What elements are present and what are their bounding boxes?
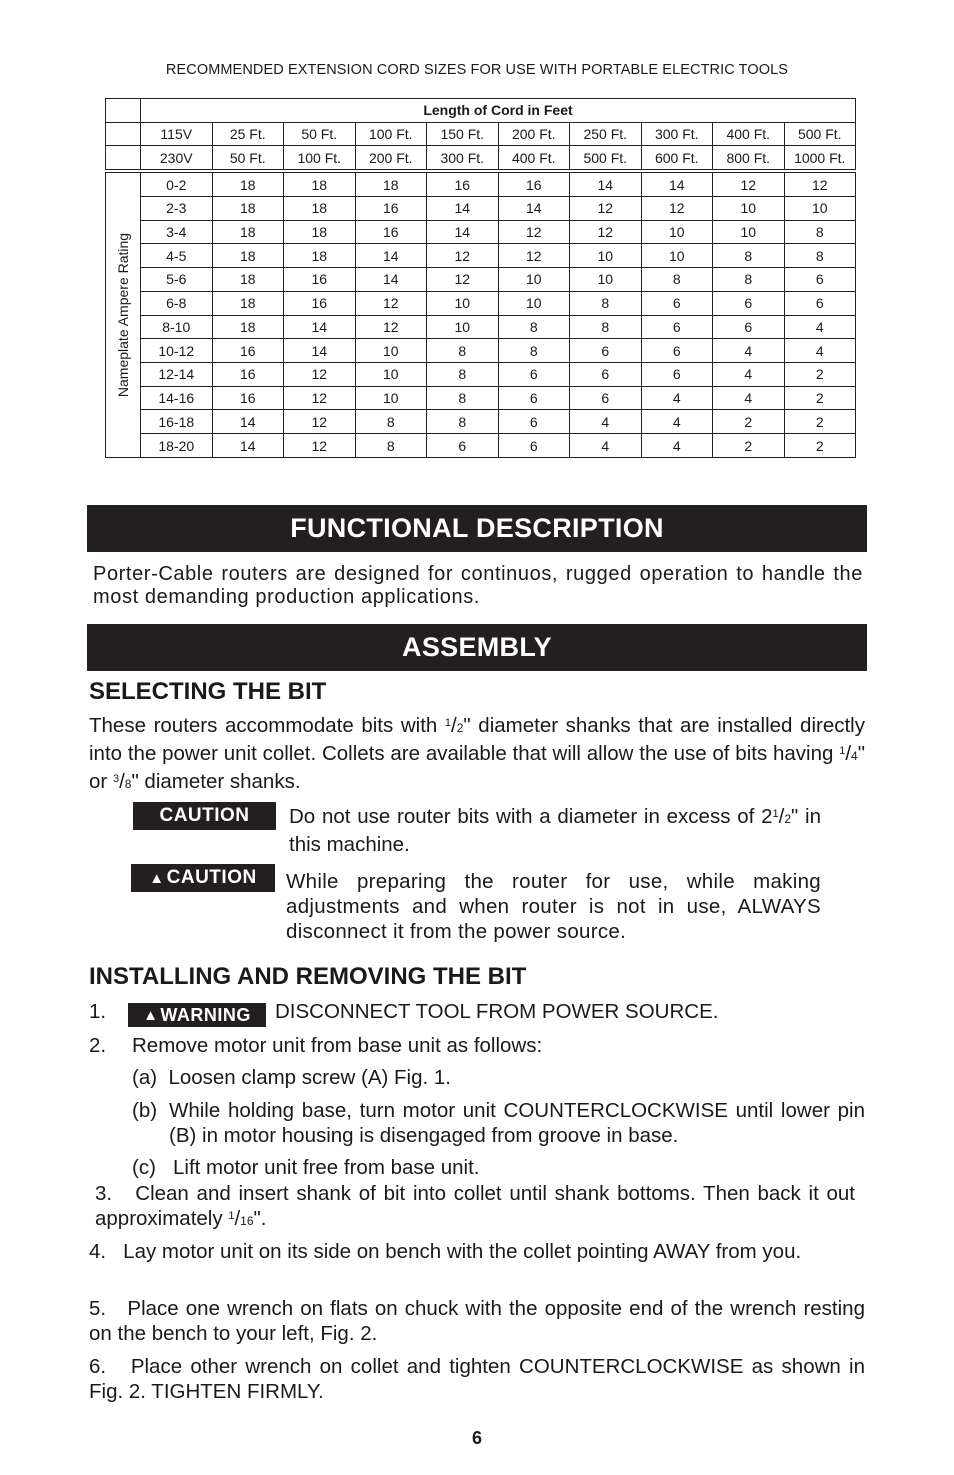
gauge-cell: 6 <box>641 291 713 315</box>
step-2-number: 2. <box>89 1034 107 1057</box>
voltage-cell: 300 Ft. <box>641 122 713 146</box>
gauge-cell: 14 <box>284 339 356 363</box>
ampere-range-cell: 8-10 <box>141 315 213 339</box>
gauge-cell: 12 <box>641 196 713 220</box>
functional-description-heading: FUNCTIONAL DESCRIPTION <box>87 505 867 552</box>
voltage-row-v115 <box>106 122 856 146</box>
gauge-cell: 12 <box>498 244 570 268</box>
gauge-cell: 4 <box>784 339 856 363</box>
gauge-cell: 6 <box>713 315 785 339</box>
gauge-cell: 18 <box>355 173 427 197</box>
step-2b-label: (b) <box>132 1099 158 1122</box>
step-2a-text: (a) Loosen clamp screw (A) Fig. 1. <box>132 1066 451 1089</box>
warning-triangle-icon: ▲ <box>149 869 165 887</box>
gauge-cell: 16 <box>284 291 356 315</box>
gauge-cell: 10 <box>355 339 427 363</box>
gauge-cell: 6 <box>641 363 713 387</box>
selecting-bit-text: These routers accommodate bits with $^1$/2" diameter shanks that are installed directly into the power unit collet. Collets are available that will allow the use of bits having $^1$/4" or $^3$/8" diameter shanks. <box>89 714 865 793</box>
gauge-cell: 4 <box>641 386 713 410</box>
table-row <box>106 410 856 434</box>
gauge-cell: 16 <box>284 268 356 292</box>
gauge-cell: 8 <box>570 315 642 339</box>
gauge-cell: 6 <box>570 363 642 387</box>
gauge-cell: 4 <box>641 434 713 458</box>
gauge-cell: 10 <box>498 268 570 292</box>
table-row <box>106 291 856 315</box>
gauge-cell: 2 <box>713 410 785 434</box>
ampere-range-cell: 16-18 <box>141 410 213 434</box>
gauge-cell: 12 <box>284 410 356 434</box>
ampere-range-cell: 6-8 <box>141 291 213 315</box>
gauge-cell: 4 <box>641 410 713 434</box>
gauge-cell: 14 <box>427 196 499 220</box>
gauge-cell: 14 <box>212 434 284 458</box>
gauge-cell: 6 <box>570 339 642 363</box>
gauge-cell: 2 <box>784 434 856 458</box>
ampere-range-cell: 5-6 <box>141 268 213 292</box>
gauge-cell: 6 <box>498 434 570 458</box>
gauge-cell: 18 <box>284 220 356 244</box>
voltage-cell: 800 Ft. <box>713 146 785 170</box>
gauge-cell: 12 <box>284 386 356 410</box>
gauge-cell: 10 <box>641 220 713 244</box>
gauge-cell: 8 <box>713 268 785 292</box>
gauge-cell: 8 <box>427 386 499 410</box>
table-row <box>106 244 856 268</box>
ampere-range-cell: 18-20 <box>141 434 213 458</box>
ampere-range-cell: 4-5 <box>141 244 213 268</box>
gauge-cell: 12 <box>713 173 785 197</box>
voltage-cell: 100 Ft. <box>355 122 427 146</box>
gauge-cell: 12 <box>498 220 570 244</box>
table-row <box>106 196 856 220</box>
gauge-cell: 8 <box>498 339 570 363</box>
gauge-cell: 12 <box>284 363 356 387</box>
ampere-range-cell: 10-12 <box>141 339 213 363</box>
gauge-cell: 6 <box>641 315 713 339</box>
voltage-cell: 50 Ft. <box>284 122 356 146</box>
gauge-cell: 8 <box>784 244 856 268</box>
gauge-cell: 12 <box>570 196 642 220</box>
table-row <box>106 434 856 458</box>
table-row <box>106 268 856 292</box>
voltage-cell: 600 Ft. <box>641 146 713 170</box>
table-blank-cell <box>106 146 141 170</box>
voltage-cell: 300 Ft. <box>427 146 499 170</box>
gauge-cell: 10 <box>713 220 785 244</box>
table-row <box>106 220 856 244</box>
gauge-cell: 8 <box>713 244 785 268</box>
gauge-cell: 6 <box>641 339 713 363</box>
step-6-text: 6. Place other wrench on collet and tighten COUNTERCLOCKWISE as shown in Fig. 2. TIGHTEN FIRMLY. <box>89 1355 871 1403</box>
gauge-cell: 8 <box>427 363 499 387</box>
gauge-cell: 16 <box>427 173 499 197</box>
gauge-cell: 16 <box>212 339 284 363</box>
functional-description-text: Porter-Cable routers are designed for continuos, rugged operation to handle the most demanding production applications. <box>93 563 863 608</box>
voltage-cell: 200 Ft. <box>498 122 570 146</box>
step-1-number: 1. <box>89 1000 107 1023</box>
voltage-cell: 115V <box>141 122 213 146</box>
caution-bit-diameter-text: Do not use router bits with a diameter in excess of $2^1/2$" in this machine. <box>289 805 821 856</box>
step-4-text: 4. Lay motor unit on its side on bench with the collet pointing AWAY from you. <box>89 1240 802 1263</box>
gauge-cell: 12 <box>427 244 499 268</box>
gauge-cell: 18 <box>212 315 284 339</box>
step-2-text: Remove motor unit from base unit as follows: <box>132 1034 543 1057</box>
selecting-bit-heading: SELECTING THE BIT <box>89 678 327 705</box>
gauge-cell: 14 <box>212 410 284 434</box>
voltage-cell: 50 Ft. <box>212 146 284 170</box>
gauge-cell: 18 <box>284 244 356 268</box>
ampere-range-cell: 2-3 <box>141 196 213 220</box>
voltage-cell: 250 Ft. <box>570 122 642 146</box>
table-row <box>106 315 856 339</box>
voltage-cell: 230V <box>141 146 213 170</box>
gauge-cell: 10 <box>427 315 499 339</box>
gauge-cell: 18 <box>212 291 284 315</box>
gauge-cell: 10 <box>498 291 570 315</box>
table-blank-cell <box>106 122 141 146</box>
gauge-cell: 6 <box>498 386 570 410</box>
gauge-cell: 4 <box>784 315 856 339</box>
gauge-cell: 8 <box>498 315 570 339</box>
voltage-cell: 200 Ft. <box>355 146 427 170</box>
step-5-text: 5. Place one wrench on flats on chuck with the opposite end of the wrench resting on the bench to your left, Fig. 2. <box>89 1297 871 1345</box>
gauge-cell: 6 <box>427 434 499 458</box>
gauge-cell: 18 <box>212 196 284 220</box>
gauge-cell: 4 <box>713 363 785 387</box>
gauge-cell: 10 <box>641 244 713 268</box>
caution-disconnect-text: While preparing the router for use, while making adjustments and when router is not in use, ALWAYS disconnect it from the power source. <box>286 870 821 943</box>
gauge-cell: 14 <box>641 173 713 197</box>
step-2c-text: (c) Lift motor unit free from base unit. <box>132 1156 480 1179</box>
gauge-cell: 14 <box>284 315 356 339</box>
gauge-cell: 6 <box>498 410 570 434</box>
gauge-cell: 16 <box>355 220 427 244</box>
ampere-range-cell: 0-2 <box>141 173 213 197</box>
gauge-cell: 10 <box>570 268 642 292</box>
extension-cord-table <box>105 98 856 458</box>
installing-bit-heading: INSTALLING AND REMOVING THE BIT <box>89 963 527 990</box>
gauge-cell: 10 <box>355 363 427 387</box>
gauge-cell: 16 <box>212 386 284 410</box>
gauge-cell: 8 <box>355 434 427 458</box>
ampere-range-cell: 3-4 <box>141 220 213 244</box>
table-title: RECOMMENDED EXTENSION CORD SIZES FOR USE WITH PORTABLE ELECTRIC TOOLS <box>165 62 789 78</box>
gauge-cell: 12 <box>355 315 427 339</box>
page-number: 6 <box>471 1428 482 1448</box>
table-row <box>106 339 856 363</box>
warning-badge: ▲ WARNING <box>128 1003 266 1027</box>
table-row <box>106 363 856 387</box>
gauge-cell: 18 <box>284 196 356 220</box>
gauge-cell: 6 <box>784 268 856 292</box>
gauge-cell: 8 <box>641 268 713 292</box>
gauge-cell: 10 <box>784 196 856 220</box>
gauge-cell: 16 <box>355 196 427 220</box>
gauge-cell: 12 <box>427 268 499 292</box>
gauge-cell: 18 <box>212 173 284 197</box>
gauge-cell: 6 <box>784 291 856 315</box>
step-3-text: 3. Clean and insert shank of bit into collet until shank bottoms. Then back it out approximately $^1$/16". <box>95 1182 861 1230</box>
gauge-cell: 4 <box>713 339 785 363</box>
caution-alert-badge: ▲ CAUTION <box>131 864 275 892</box>
length-of-cord-header: Length of Cord in Feet <box>141 99 856 123</box>
gauge-cell: 8 <box>427 410 499 434</box>
gauge-cell: 8 <box>570 291 642 315</box>
table-row <box>106 173 856 197</box>
gauge-cell: 14 <box>355 244 427 268</box>
table-corner-cell <box>106 99 141 123</box>
voltage-cell: 400 Ft. <box>498 146 570 170</box>
gauge-cell: 12 <box>784 173 856 197</box>
gauge-cell: 10 <box>570 244 642 268</box>
ampere-rating-side-label-cell <box>106 173 141 458</box>
gauge-cell: 6 <box>570 386 642 410</box>
gauge-cell: 18 <box>212 220 284 244</box>
length-header-row <box>106 99 856 123</box>
gauge-cell: 14 <box>498 196 570 220</box>
gauge-cell: 14 <box>355 268 427 292</box>
ampere-range-cell: 12-14 <box>141 363 213 387</box>
step-1-text: DISCONNECT TOOL FROM POWER SOURCE. <box>275 1000 719 1023</box>
gauge-cell: 2 <box>784 363 856 387</box>
warning-triangle-icon: ▲ <box>143 1006 159 1024</box>
gauge-cell: 6 <box>713 291 785 315</box>
voltage-cell: 100 Ft. <box>284 146 356 170</box>
ampere-rating-side-label: Nameplate Ampere Rating <box>115 233 131 398</box>
gauge-cell: 10 <box>355 386 427 410</box>
gauge-cell: 12 <box>284 434 356 458</box>
assembly-heading: ASSEMBLY <box>87 624 867 671</box>
caution-badge: CAUTION <box>133 802 276 830</box>
gauge-cell: 14 <box>570 173 642 197</box>
gauge-cell: 6 <box>498 363 570 387</box>
gauge-cell: 4 <box>713 386 785 410</box>
gauge-cell: 2 <box>784 386 856 410</box>
gauge-cell: 18 <box>212 268 284 292</box>
gauge-cell: 2 <box>713 434 785 458</box>
voltage-cell: 25 Ft. <box>212 122 284 146</box>
ampere-range-cell: 14-16 <box>141 386 213 410</box>
voltage-row-v230 <box>106 146 856 170</box>
gauge-cell: 18 <box>212 244 284 268</box>
step-2b-text: While holding base, turn motor unit COUNTERCLOCKWISE until lower pin (B) in motor housing is disengaged from groove in base. <box>169 1099 865 1147</box>
gauge-cell: 8 <box>355 410 427 434</box>
gauge-cell: 4 <box>570 434 642 458</box>
voltage-cell: 500 Ft. <box>784 122 856 146</box>
table-row <box>106 386 856 410</box>
gauge-cell: 18 <box>284 173 356 197</box>
gauge-cell: 8 <box>427 339 499 363</box>
gauge-cell: 16 <box>212 363 284 387</box>
gauge-cell: 8 <box>784 220 856 244</box>
gauge-cell: 14 <box>427 220 499 244</box>
voltage-cell: 400 Ft. <box>713 122 785 146</box>
gauge-cell: 10 <box>427 291 499 315</box>
gauge-cell: 2 <box>784 410 856 434</box>
voltage-cell: 150 Ft. <box>427 122 499 146</box>
gauge-cell: 12 <box>355 291 427 315</box>
gauge-cell: 4 <box>570 410 642 434</box>
voltage-cell: 500 Ft. <box>570 146 642 170</box>
gauge-cell: 12 <box>570 220 642 244</box>
voltage-cell: 1000 Ft. <box>784 146 856 170</box>
gauge-cell: 16 <box>498 173 570 197</box>
gauge-cell: 10 <box>713 196 785 220</box>
